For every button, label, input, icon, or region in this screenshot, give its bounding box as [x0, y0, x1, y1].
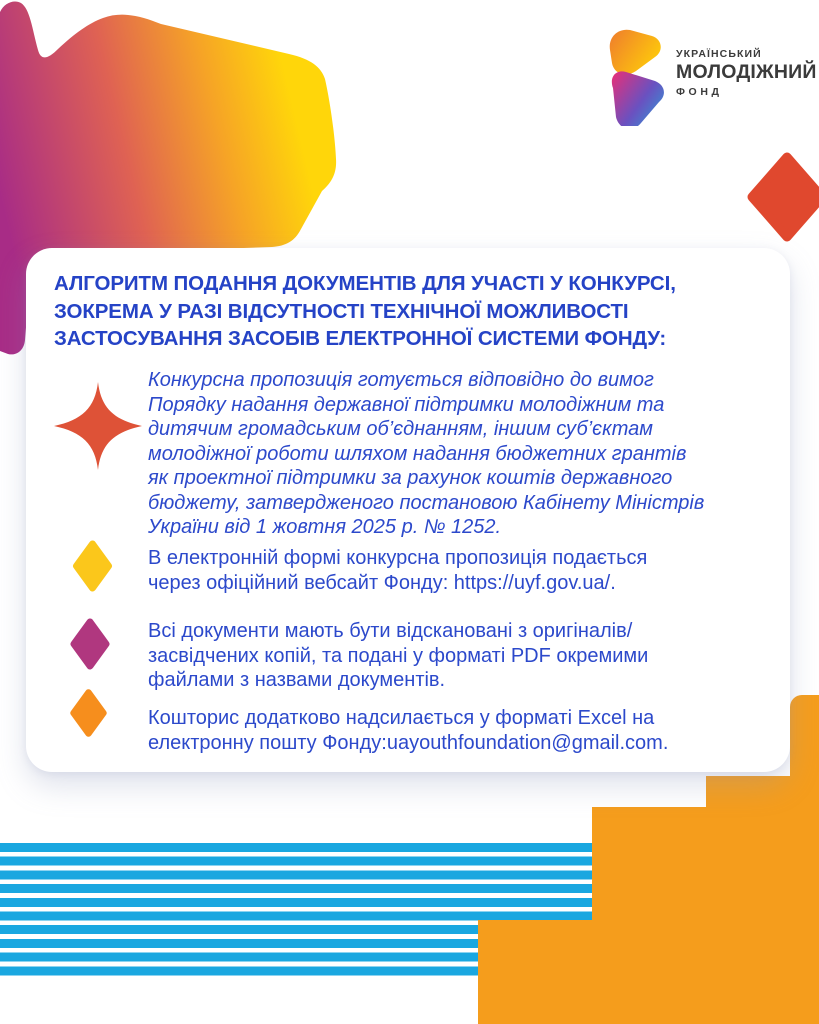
uyf-logo-mark-icon	[606, 26, 666, 126]
text-line: через офіційний вебсайт Фонду: https://uyf.gov.ua/.	[148, 571, 616, 594]
text-line: Конкурсна пропозиція готується відповідно до вимог	[148, 369, 654, 391]
diamond-icon	[70, 540, 115, 592]
heading-line: ЗОКРЕМА У РАЗІ ВІДСУТНОСТІ ТЕХНІЧНОЇ МОЖЛИВОСТІ	[54, 299, 629, 323]
card-heading	[54, 270, 676, 353]
uyf-logo-text	[676, 48, 817, 98]
bullet-3-text	[148, 619, 648, 693]
bullet-2-text	[148, 546, 647, 595]
four-point-star-icon	[54, 382, 142, 470]
heading-line: ЗАСТОСУВАННЯ ЗАСОБІВ ЕЛЕКТРОННОЇ СИСТЕМИ ФОНДУ:	[54, 327, 667, 350]
orange-step-4	[478, 920, 819, 1024]
text-line: електронну пошту Фонду:uayouthfoundation@gmail.com.	[148, 731, 669, 754]
text-line: дитячим громадським об’єднанням, іншим суб’єктам	[148, 418, 654, 440]
diamond-icon	[68, 618, 112, 670]
logo-line-2: МОЛОДІЖНИЙ	[676, 61, 817, 83]
text-line: як проектної підтримки за рахунок коштів державного	[148, 467, 673, 489]
right-edge-diamond-shape	[746, 152, 819, 242]
text-line: України від 1 жовтня 2025 р. № 1252.	[148, 516, 502, 538]
text-line: Кошторис додатково надсилається у форматі Excel на	[148, 707, 655, 729]
text-line: В електронній формі конкурсна пропозиція подається	[148, 547, 648, 569]
text-line: Всі документи мають бути відскановані з оригіналів/	[148, 620, 633, 642]
content-card	[26, 248, 790, 772]
heading-line: АЛГОРИТМ ПОДАННЯ ДОКУМЕНТІВ ДЛЯ УЧАСТІ У КОНКУРСІ,	[54, 272, 676, 295]
logo-line-3: ФОНД	[676, 86, 723, 98]
text-line: бюджету, затвердженого постановою Кабінету Міністрів	[148, 491, 705, 514]
diamond-icon	[68, 688, 109, 738]
bullet-4-text	[148, 706, 668, 755]
uyf-logo	[606, 26, 817, 126]
text-line: Порядку надання державної підтримки молодіжним та	[148, 393, 665, 416]
text-line: засвідчених копій, та подані у форматі PDF окремими	[148, 644, 649, 667]
logo-line-1: УКРАЇНСЬКИЙ	[676, 48, 762, 60]
bullet-1-text	[148, 368, 704, 540]
text-line: файлами з назвами документів.	[148, 669, 446, 691]
text-line: молодіжної роботи шляхом надання бюджетних грантів	[148, 442, 687, 465]
